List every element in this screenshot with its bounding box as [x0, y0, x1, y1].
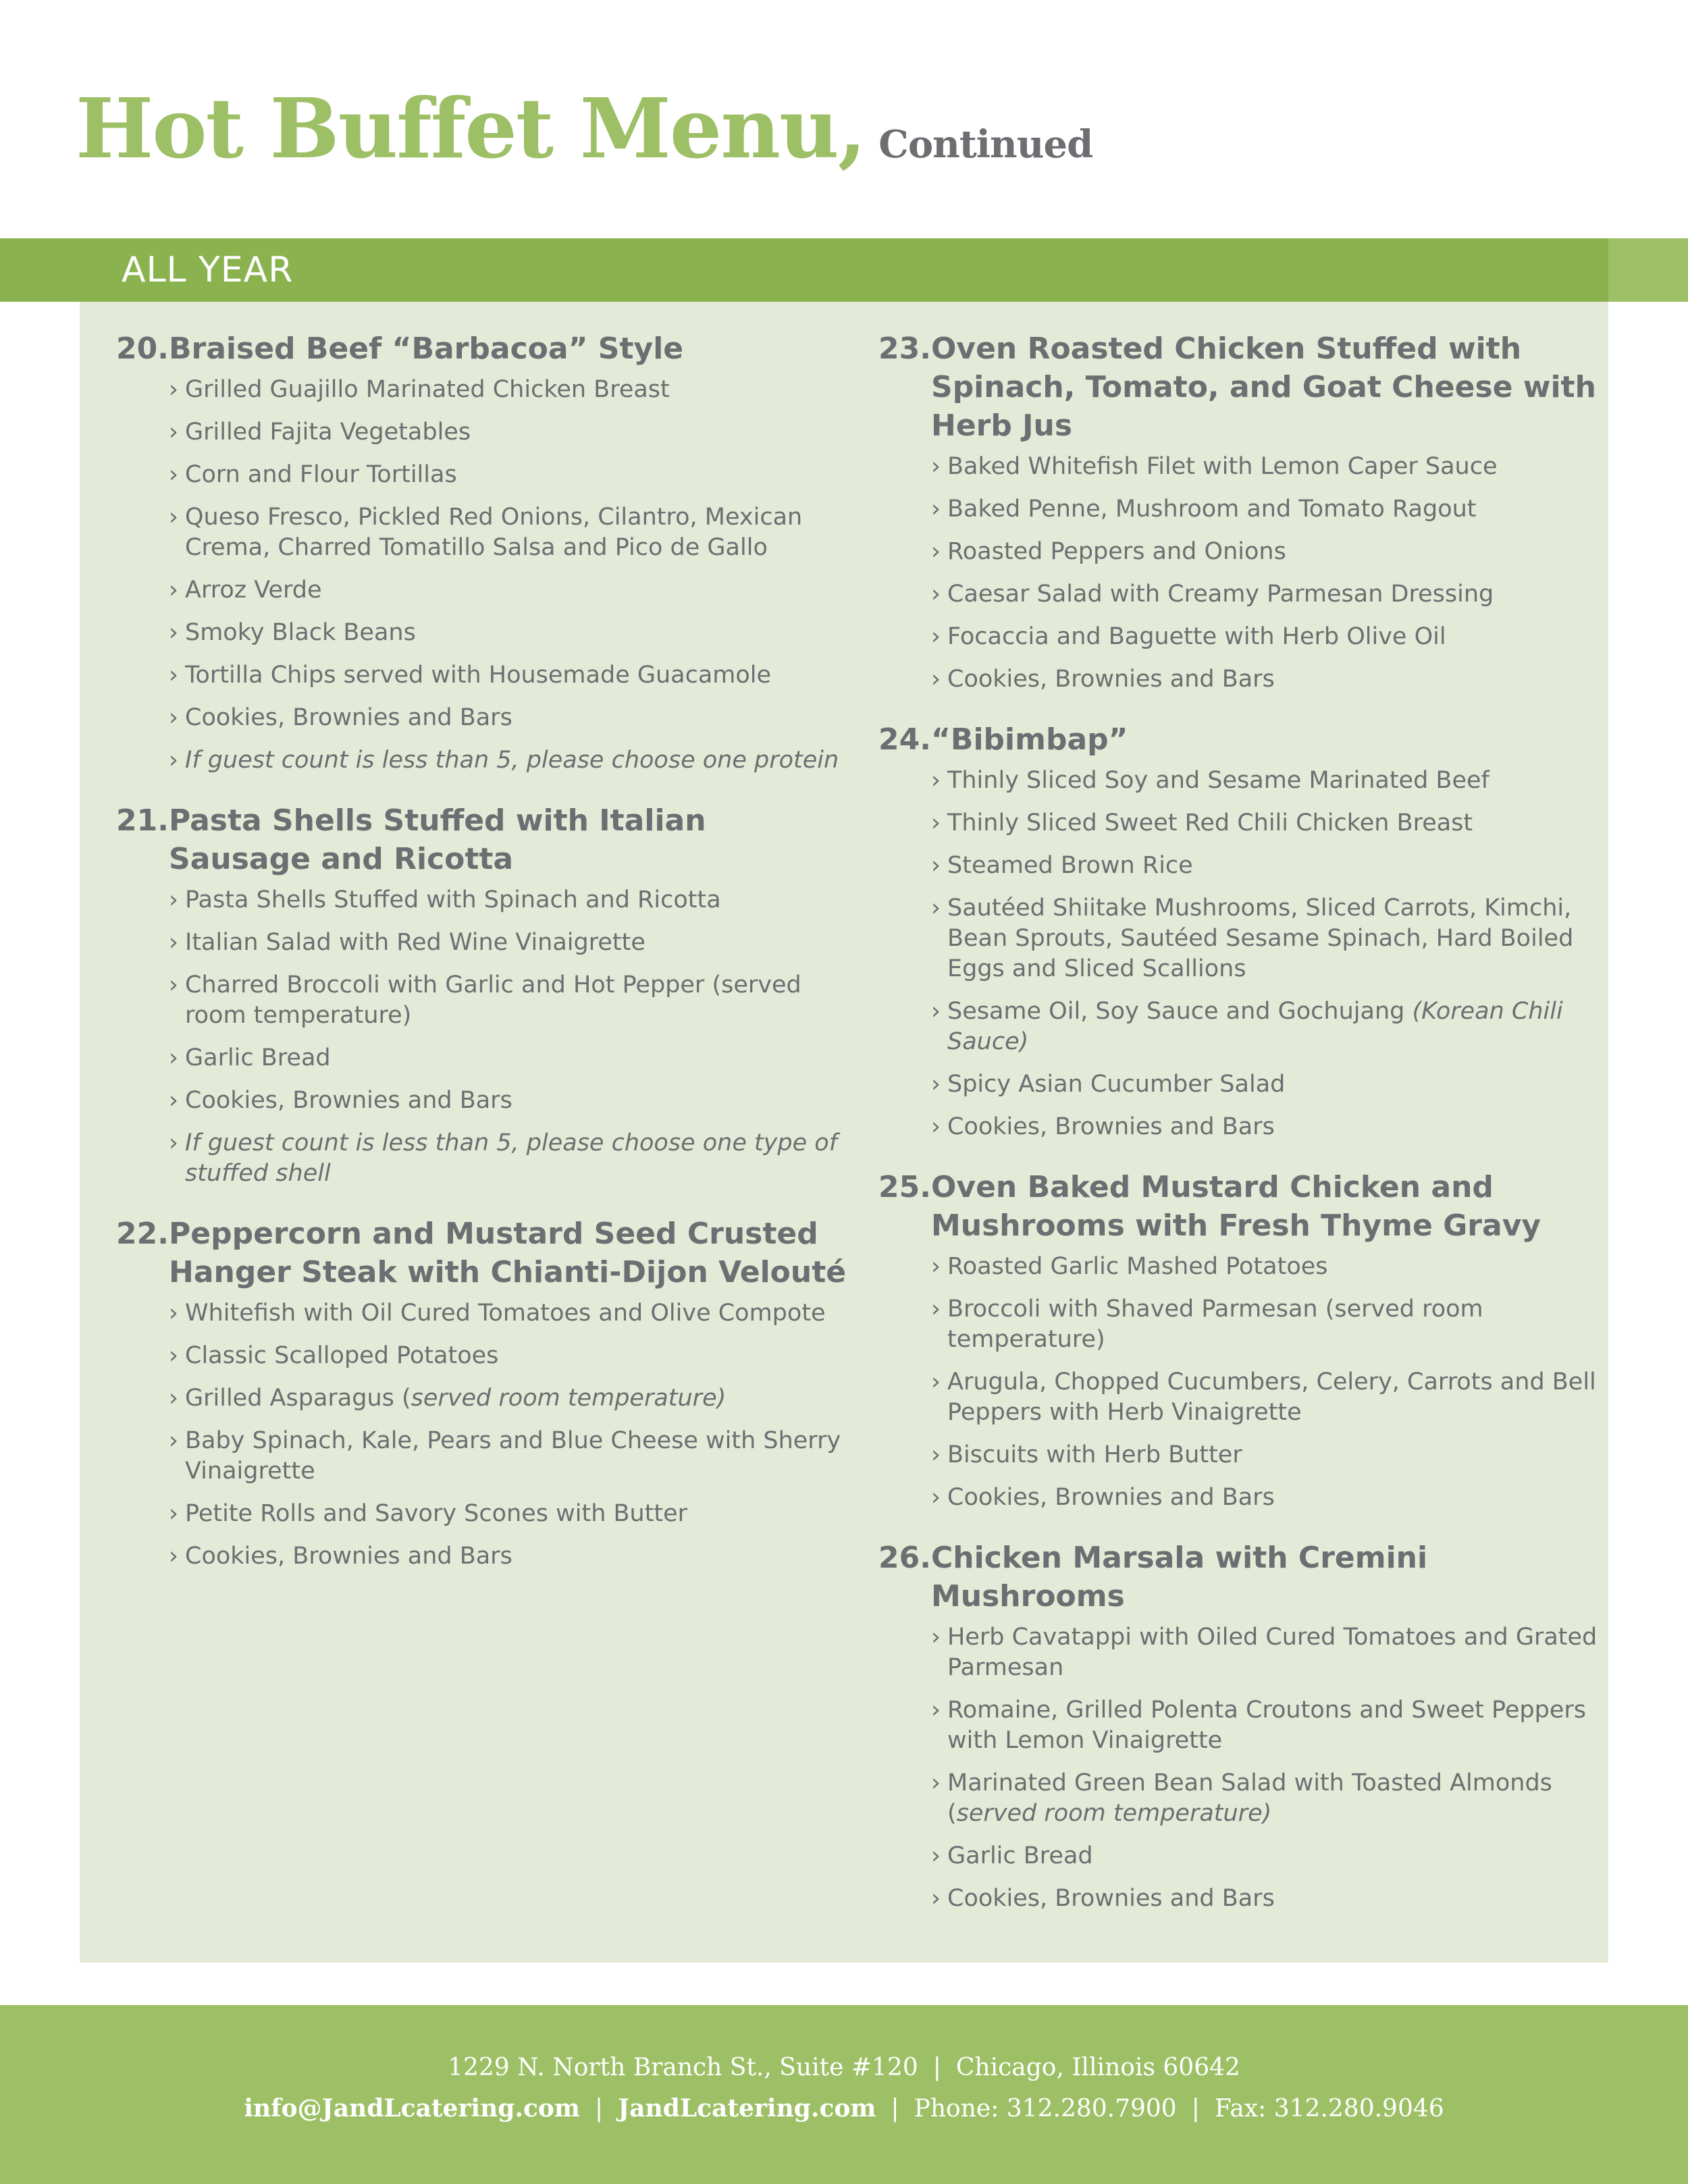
menu-item-text: Steamed Brown Rice [947, 852, 1193, 879]
menu-section-title: Peppercorn and Mustard Seed Crusted Hanger Steak with Chianti-Dijon Velouté [169, 1217, 847, 1289]
menu-item-text: Grilled Fajita Vegetables [185, 419, 471, 446]
menu-item [931, 851, 1608, 881]
menu-item [169, 375, 852, 405]
menu-item-text: If guest count is less than 5, please choose one type of stuffed shell [185, 1129, 838, 1187]
menu-section-title: Chicken Marsala with Cremini Mushrooms [931, 1541, 1428, 1614]
menu-section [116, 801, 852, 1189]
menu-section-title: Pasta Shells Stuffed with Italian Sausage and Ricotta [169, 803, 706, 876]
menu-item [169, 928, 852, 958]
menu-item [931, 766, 1608, 796]
menu-item [169, 660, 852, 691]
menu-item-text: Roasted Garlic Mashed Potatoes [947, 1253, 1328, 1280]
menu-item [169, 1086, 852, 1116]
menu-item [931, 1841, 1608, 1871]
page-title [76, 80, 1092, 177]
menu-item-text: Cookies, Brownies and Bars [947, 666, 1275, 693]
menu-item [931, 1112, 1608, 1142]
footer-website-link[interactable]: JandLcatering.com [618, 2094, 876, 2123]
menu-item-text: Tortilla Chips served with Housemade Guacamole [185, 662, 772, 689]
menu-section-number: 24. [878, 722, 931, 757]
menu-item-text: If guest count is less than 5, please choose one protein [185, 747, 839, 774]
menu-column-right [878, 329, 1608, 1940]
menu-section-title: Braised Beef “Barbacoa” Style [169, 331, 684, 366]
menu-item [931, 1884, 1608, 1914]
menu-item-text: Grilled Asparagus ( [185, 1385, 411, 1412]
menu-item-text: Sautéed Shiitake Mushrooms, Sliced Carrots, Kimchi, Bean Sprouts, Sautéed Sesame Spinach, Hard Boiled Eggs and Sliced Scallions [947, 895, 1574, 982]
menu-item-text: Smoky Black Beans [185, 619, 416, 646]
menu-item-text: Thinly Sliced Sweet Red Chili Chicken Breast [947, 809, 1473, 836]
menu-item-text: Thinly Sliced Soy and Sesame Marinated Beef [947, 767, 1489, 794]
menu-item-text: Whitefish with Oil Cured Tomatoes and Olive Compote [185, 1300, 826, 1327]
menu-item [169, 1383, 852, 1414]
menu-item-text: Classic Scalloped Potatoes [185, 1342, 499, 1369]
menu-item [169, 1426, 852, 1487]
menu-item [931, 579, 1608, 610]
menu-item-note: served room temperature) [411, 1385, 727, 1412]
menu-item [931, 452, 1608, 482]
menu-item [931, 1695, 1608, 1756]
menu-section [116, 329, 852, 776]
menu-item-text: Baked Whitefish Filet with Lemon Caper Sauce [947, 453, 1498, 480]
menu-item [931, 893, 1608, 984]
menu-item-text: Herb Cavatappi with Oiled Cured Tomatoes and Grated Parmesan [947, 1624, 1598, 1681]
menu-item-text: Spicy Asian Cucumber Salad [947, 1071, 1286, 1098]
menu-item [931, 1252, 1608, 1282]
menu-item-note: served room temperature) [956, 1800, 1272, 1827]
menu-item-text: Romaine, Grilled Polenta Croutons and Sweet Peppers with Lemon Vinaigrette [947, 1697, 1587, 1754]
menu-item-text: Caesar Salad with Creamy Parmesan Dressing [947, 581, 1494, 608]
menu-item-text: Cookies, Brownies and Bars [947, 1885, 1275, 1912]
menu-item-text: Grilled Guajillo Marinated Chicken Breast [185, 376, 670, 403]
menu-section-title: Oven Roasted Chicken Stuffed with Spinach, Tomato, and Goat Cheese with Herb Jus [931, 331, 1596, 443]
menu-item [931, 996, 1608, 1057]
menu-item [931, 494, 1608, 525]
menu-item-text: Biscuits with Herb Butter [947, 1441, 1242, 1468]
menu-item [169, 970, 852, 1031]
footer-address-line: 1229 N. North Branch St., Suite #120 | Chicago, Illinois 60642 [448, 2054, 1240, 2081]
menu-item-text: Garlic Bread [947, 1842, 1093, 1869]
menu-section [878, 720, 1608, 1142]
menu-item-text: Arroz Verde [185, 577, 322, 604]
menu-section-number: 26. [878, 1541, 931, 1575]
menu-item [169, 885, 852, 915]
band-accent [1608, 238, 1688, 302]
menu-section [116, 1215, 852, 1572]
menu-item-text: Petite Rolls and Savory Scones with Butter [185, 1500, 688, 1527]
menu-item [931, 1294, 1608, 1355]
menu-section-number: 21. [116, 803, 169, 838]
menu-section-number: 23. [878, 331, 931, 366]
footer-email-link[interactable]: info@JandLcatering.com [244, 2094, 581, 2123]
menu-item-text: Baked Penne, Mushroom and Tomato Ragout [947, 496, 1477, 523]
menu-item-text: Cookies, Brownies and Bars [185, 1087, 512, 1114]
menu-item [169, 1541, 852, 1572]
menu-item-text: Focaccia and Baguette with Herb Olive Oil [947, 623, 1446, 650]
menu-item-text: Cookies, Brownies and Bars [947, 1484, 1275, 1511]
menu-item [931, 808, 1608, 838]
menu-item [169, 618, 852, 648]
menu-item-text: Arugula, Chopped Cucumbers, Celery, Carrots and Bell Peppers with Herb Vinaigrette [947, 1368, 1596, 1426]
menu-item [931, 664, 1608, 695]
menu-item [931, 1483, 1608, 1513]
menu-section [878, 329, 1608, 695]
menu-column-left [116, 329, 852, 1597]
menu-item [169, 417, 852, 448]
menu-item-text: Marinated Green Bean Salad with Toasted Almonds ( [947, 1769, 1552, 1827]
menu-item [169, 502, 852, 563]
footer-fax: Fax: 312.280.9046 [1214, 2095, 1444, 2123]
menu-section [878, 1539, 1608, 1914]
menu-section-title: “Bibimbap” [931, 722, 1128, 757]
menu-item-text: Pasta Shells Stuffed with Spinach and Ricotta [185, 886, 721, 913]
footer-address: 1229 N. North Branch St., Suite #120 [448, 2054, 918, 2081]
menu-item-text: Corn and Flour Tortillas [185, 461, 457, 488]
menu-item-text: Italian Salad with Red Wine Vinaigrette [185, 929, 645, 956]
menu-item-text: Broccoli with Shaved Parmesan (served room temperature) [947, 1296, 1483, 1353]
menu-item-text: Garlic Bread [185, 1044, 331, 1071]
menu-item-text: Cookies, Brownies and Bars [185, 704, 512, 731]
menu-item [931, 537, 1608, 567]
menu-item-text: Queso Fresco, Pickled Red Onions, Cilantro, Mexican Crema, Charred Tomatillo Salsa and Pico de Gallo [185, 504, 803, 561]
menu-section-title: Oven Baked Mustard Chicken and Mushrooms with Fresh Thyme Gravy [931, 1170, 1541, 1243]
menu-item-text: Cookies, Brownies and Bars [185, 1543, 512, 1570]
menu-section-number: 20. [116, 331, 169, 366]
menu-item [931, 1440, 1608, 1470]
menu-item [169, 1298, 852, 1329]
menu-item-text: Roasted Peppers and Onions [947, 538, 1286, 565]
menu-item [169, 1499, 852, 1529]
menu-item [931, 1367, 1608, 1428]
menu-item [931, 622, 1608, 652]
band-label: ALL YEAR [122, 250, 294, 290]
title-main: Hot Buffet Menu, [76, 80, 866, 177]
footer-phone: Phone: 312.280.7900 [914, 2095, 1177, 2123]
menu-item [931, 1069, 1608, 1100]
menu-item-text: Baby Spinach, Kale, Pears and Blue Cheese with Sherry Vinaigrette [185, 1427, 841, 1485]
menu-item [931, 1622, 1608, 1683]
footer-city: Chicago, Illinois 60642 [955, 2054, 1240, 2081]
menu-item-text: Charred Broccoli with Garlic and Hot Pepper (served room temperature) [185, 971, 801, 1029]
menu-section [878, 1168, 1608, 1513]
menu-item [169, 1128, 852, 1189]
menu-item [169, 1341, 852, 1371]
menu-section-number: 25. [878, 1170, 931, 1204]
menu-item-note: (Korean Chili Sauce) [947, 998, 1563, 1055]
menu-section-number: 22. [116, 1217, 169, 1251]
menu-item-text: Cookies, Brownies and Bars [947, 1113, 1275, 1140]
menu-item [169, 745, 852, 776]
menu-item [169, 460, 852, 490]
title-subtitle: Continued [878, 122, 1093, 167]
menu-item [931, 1768, 1608, 1829]
menu-item [169, 575, 852, 606]
menu-item-text: Sesame Oil, Soy Sauce and Gochujang [947, 998, 1405, 1025]
footer-contact-line: info@JandLcatering.com | JandLcatering.com | Phone: 312.280.7900 | Fax: 312.280.9046 [244, 2094, 1444, 2123]
menu-item [169, 1043, 852, 1073]
menu-item [169, 703, 852, 733]
